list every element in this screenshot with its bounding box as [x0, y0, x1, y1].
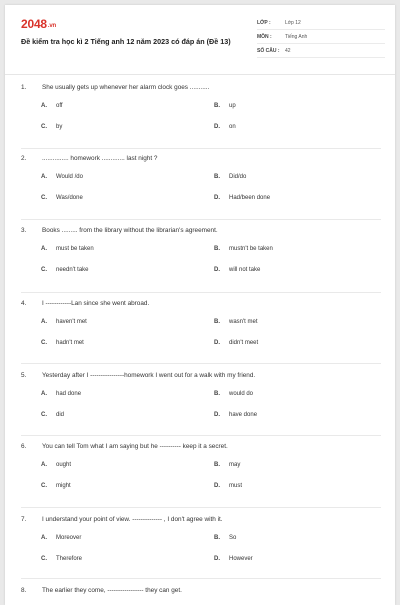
option-letter: A.	[41, 103, 47, 109]
option-text: must	[229, 483, 243, 489]
option-d[interactable]	[214, 411, 374, 419]
document-title: Đề kiểm tra học kì 2 Tiếng anh 12 năm 2023 có đáp án (Đề 13)	[21, 37, 231, 46]
option-d[interactable]	[214, 266, 374, 274]
meta-key: MÔN :	[257, 33, 272, 40]
question-number: 5.	[21, 372, 27, 379]
question-number: 8.	[21, 587, 27, 594]
question-number: 7.	[21, 516, 27, 523]
option-letter: A.	[41, 535, 47, 541]
meta-key: SỐ CÂU :	[257, 47, 280, 54]
option-b[interactable]	[214, 102, 374, 110]
option-text: had done	[56, 391, 82, 397]
option-c[interactable]	[41, 555, 214, 563]
option-letter: C.	[41, 483, 47, 489]
question-text: I understand your point of view. -------------- , I don't agree with it.	[42, 516, 223, 523]
option-text: However	[229, 556, 253, 562]
option-d[interactable]	[214, 123, 374, 131]
question-text: I ------------Lan since she went abroad.	[42, 300, 150, 307]
question-2	[21, 154, 381, 202]
option-b[interactable]	[214, 318, 374, 326]
option-text: did	[56, 412, 65, 418]
option-c[interactable]	[41, 123, 214, 131]
option-text: will not take	[229, 267, 261, 273]
option-letter: B.	[214, 319, 220, 325]
option-letter: D.	[214, 412, 220, 418]
option-text: Therefore	[56, 556, 83, 562]
option-text: would do	[229, 391, 254, 397]
question-text: She usually gets up whenever her alarm clock goes ...........	[42, 84, 210, 91]
option-letter: A.	[41, 174, 47, 180]
question-6	[21, 442, 381, 490]
question-3	[21, 226, 381, 274]
option-text: up	[229, 103, 236, 109]
option-letter: D.	[214, 124, 220, 130]
option-a[interactable]	[41, 173, 214, 181]
meta-value: Lớp 12	[285, 19, 301, 26]
option-text: So	[229, 535, 237, 541]
option-letter: D.	[214, 267, 220, 273]
meta-class-row	[257, 16, 385, 30]
option-text: wasn't met	[229, 319, 258, 325]
option-letter: D.	[214, 556, 220, 562]
question-number: 3.	[21, 227, 27, 234]
option-d[interactable]	[214, 555, 374, 563]
option-b[interactable]	[214, 461, 374, 469]
page-header	[5, 5, 395, 75]
divider	[21, 435, 381, 436]
option-a[interactable]	[41, 461, 214, 469]
option-letter: D.	[214, 340, 220, 346]
option-text: hadn't met	[56, 340, 84, 346]
question-number: 2.	[21, 155, 27, 162]
option-b[interactable]	[214, 534, 374, 542]
divider	[21, 148, 381, 149]
option-d[interactable]	[214, 194, 374, 202]
option-a[interactable]	[41, 318, 214, 326]
option-letter: D.	[214, 483, 220, 489]
question-text: Books ......... from the library without the librarian's agreement.	[42, 227, 218, 234]
option-a[interactable]	[41, 245, 214, 253]
option-c[interactable]	[41, 411, 214, 419]
option-text: off	[56, 103, 63, 109]
option-text: Did/do	[229, 174, 247, 180]
meta-count-row	[257, 44, 385, 58]
option-c[interactable]	[41, 194, 214, 202]
question-5	[21, 371, 381, 419]
meta-subject-row	[257, 30, 385, 44]
question-text: You can tell Tom what I am saying but he ---------- keep it a secret.	[42, 443, 228, 450]
option-b[interactable]	[214, 173, 374, 181]
option-letter: C.	[41, 195, 47, 201]
option-text: didn't meet	[229, 340, 259, 346]
option-d[interactable]	[214, 482, 374, 490]
option-b[interactable]	[214, 245, 374, 253]
option-letter: B.	[214, 174, 220, 180]
option-letter: A.	[41, 246, 47, 252]
question-number: 1.	[21, 84, 27, 91]
option-text: Would /do	[56, 174, 83, 180]
option-text: haven't met	[56, 319, 87, 325]
option-b[interactable]	[214, 390, 374, 398]
option-text: Moreover	[56, 535, 82, 541]
option-letter: B.	[214, 391, 220, 397]
question-text: Yesterday after I ----------------homework I went out for a walk with my friend.	[42, 372, 256, 379]
option-text: needn't take	[56, 267, 89, 273]
option-letter: B.	[214, 103, 220, 109]
meta-info	[257, 16, 385, 58]
question-text: ............... homework ............. last night ?	[42, 155, 158, 162]
option-letter: A.	[41, 391, 47, 397]
option-letter: A.	[41, 319, 47, 325]
option-a[interactable]	[41, 102, 214, 110]
option-text: may	[229, 462, 241, 468]
option-c[interactable]	[41, 339, 214, 347]
logo-suffix: .vn	[47, 23, 56, 29]
question-1	[21, 83, 381, 131]
question-7	[21, 515, 381, 563]
divider	[21, 578, 381, 579]
option-c[interactable]	[41, 266, 214, 274]
option-letter: B.	[214, 246, 220, 252]
question-4	[21, 299, 381, 347]
logo-text: 2048	[21, 17, 47, 31]
question-text: The earlier they come, ----------------- they can get.	[42, 587, 182, 594]
option-text: mustn't be taken	[229, 246, 273, 252]
option-text: ought	[56, 462, 72, 468]
option-text: Was/done	[56, 195, 83, 201]
option-text: on	[229, 124, 236, 130]
option-letter: B.	[214, 462, 220, 468]
meta-value: Tiếng Anh	[285, 33, 308, 40]
option-text: might	[56, 483, 71, 489]
question-number: 6.	[21, 443, 27, 450]
divider	[21, 507, 381, 508]
site-logo[interactable]	[21, 17, 56, 31]
question-number: 4.	[21, 300, 27, 307]
option-letter: C.	[41, 124, 47, 130]
question-8	[21, 586, 381, 595]
option-letter: C.	[41, 556, 47, 562]
divider	[21, 219, 381, 220]
meta-key: LỚP :	[257, 19, 271, 26]
divider	[21, 292, 381, 293]
option-text: by	[56, 124, 63, 130]
option-letter: B.	[214, 535, 220, 541]
divider	[21, 363, 381, 364]
option-letter: A.	[41, 462, 47, 468]
option-a[interactable]	[41, 390, 214, 398]
option-text: must be taken	[56, 246, 94, 252]
option-letter: C.	[41, 412, 47, 418]
option-letter: D.	[214, 195, 220, 201]
option-text: Had/been done	[229, 195, 271, 201]
option-text: have done	[229, 412, 258, 418]
option-d[interactable]	[214, 339, 374, 347]
document-page	[5, 5, 395, 605]
option-c[interactable]	[41, 482, 214, 490]
option-letter: C.	[41, 340, 47, 346]
option-a[interactable]	[41, 534, 214, 542]
option-letter: C.	[41, 267, 47, 273]
meta-value: 42	[285, 47, 291, 54]
